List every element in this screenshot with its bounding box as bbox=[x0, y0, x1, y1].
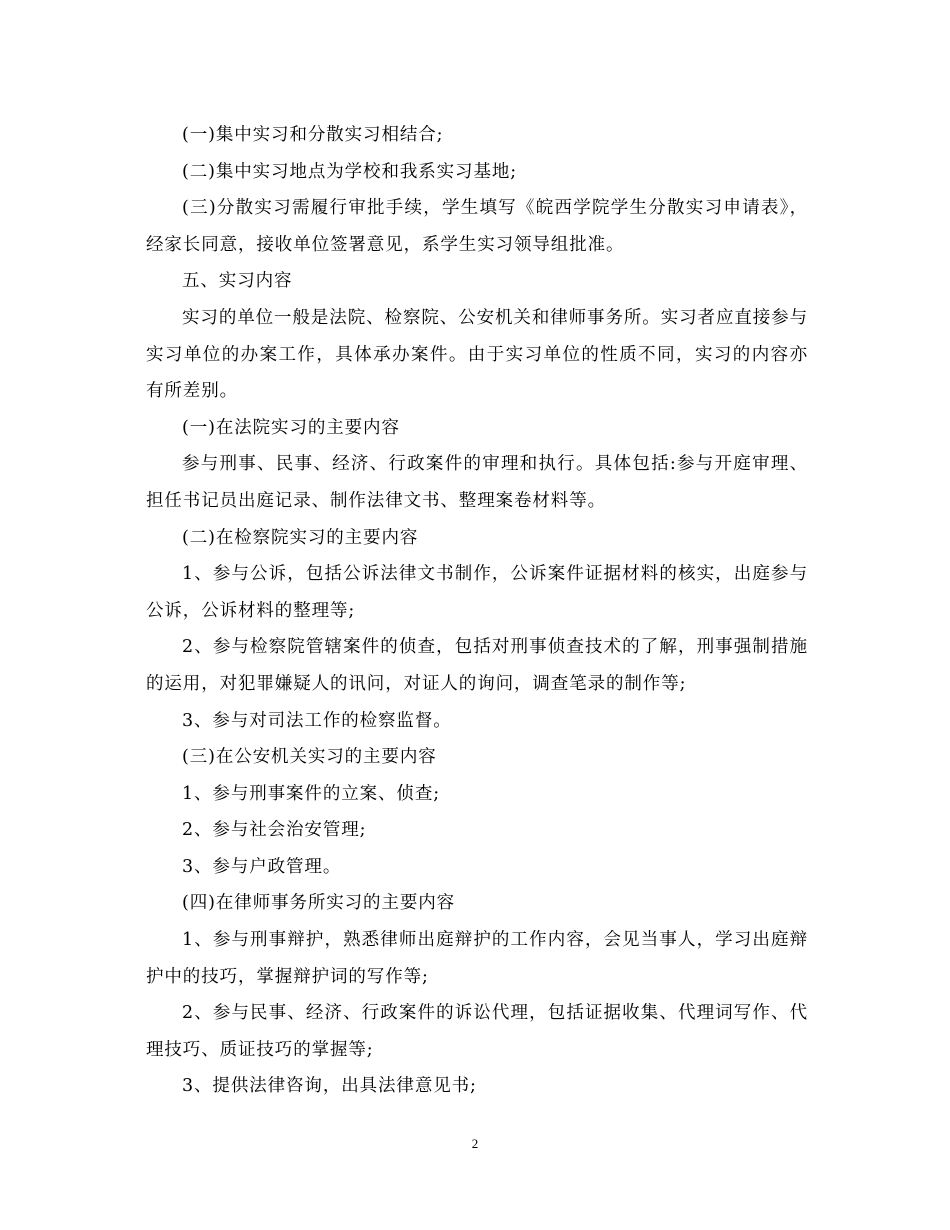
subsection-heading: (一)在法院实习的主要内容 bbox=[182, 417, 400, 438]
subsection-heading: (二)在检察院实习的主要内容 bbox=[182, 527, 419, 548]
paragraph: 2、参与社会治安管理; bbox=[182, 820, 367, 841]
section-heading: 五、实习内容 bbox=[182, 271, 293, 292]
paragraph: 3、参与户政管理。 bbox=[182, 856, 342, 877]
paragraph: 2、参与检察院管辖案件的侦查，包括对刑事侦查技术的了解，刑事强制措施的运用，对犯罪嫌疑人的讯问，对证人的询问，调查笔录的制作等; bbox=[146, 637, 808, 694]
paragraph: (二)集中实习地点为学校和我系实习基地; bbox=[182, 161, 518, 182]
paragraph: 2、参与民事、经济、行政案件的诉讼代理，包括证据收集、代理词写作、代理技巧、质证技巧的掌握等; bbox=[146, 1003, 808, 1060]
paragraph: 3、参与对司法工作的检察监督。 bbox=[182, 710, 452, 731]
subsection-heading: (四)在律师事务所实习的主要内容 bbox=[182, 893, 456, 914]
paragraph: 1、参与公诉，包括公诉法律文书制作，公诉案件证据材料的核实，出庭参与公诉，公诉材料的整理等; bbox=[146, 564, 808, 621]
subsection-heading: (三)在公安机关实习的主要内容 bbox=[182, 747, 437, 768]
document-body bbox=[146, 117, 808, 1105]
paragraph: 参与刑事、民事、经济、行政案件的审理和执行。具体包括:参与开庭审理、担任书记员出庭记录、制作法律文书、整理案卷材料等。 bbox=[146, 454, 808, 511]
paragraph: 3、提供法律咨询，出具法律意见书; bbox=[182, 1076, 477, 1097]
paragraph: 实习的单位一般是法院、检察院、公安机关和律师事务所。实习者应直接参与实习单位的办案工作，具体承办案件。由于实习单位的性质不同，实习的内容亦有所差别。 bbox=[146, 307, 808, 402]
paragraph: (一)集中实习和分散实习相结合; bbox=[182, 125, 444, 145]
page-number: 2 bbox=[471, 1136, 479, 1151]
paragraph: 1、参与刑事案件的立案、侦查; bbox=[182, 783, 441, 804]
paragraph: (三)分散实习需履行审批手续，学生填写《皖西学院学生分散实习申请表》，经家长同意，接收单位签署意见，系学生实习领导组批准。 bbox=[146, 198, 808, 255]
paragraph: 1、参与刑事辩护，熟悉律师出庭辩护的工作内容，会见当事人，学习出庭辩护中的技巧，掌握辩护词的写作等; bbox=[146, 930, 808, 987]
